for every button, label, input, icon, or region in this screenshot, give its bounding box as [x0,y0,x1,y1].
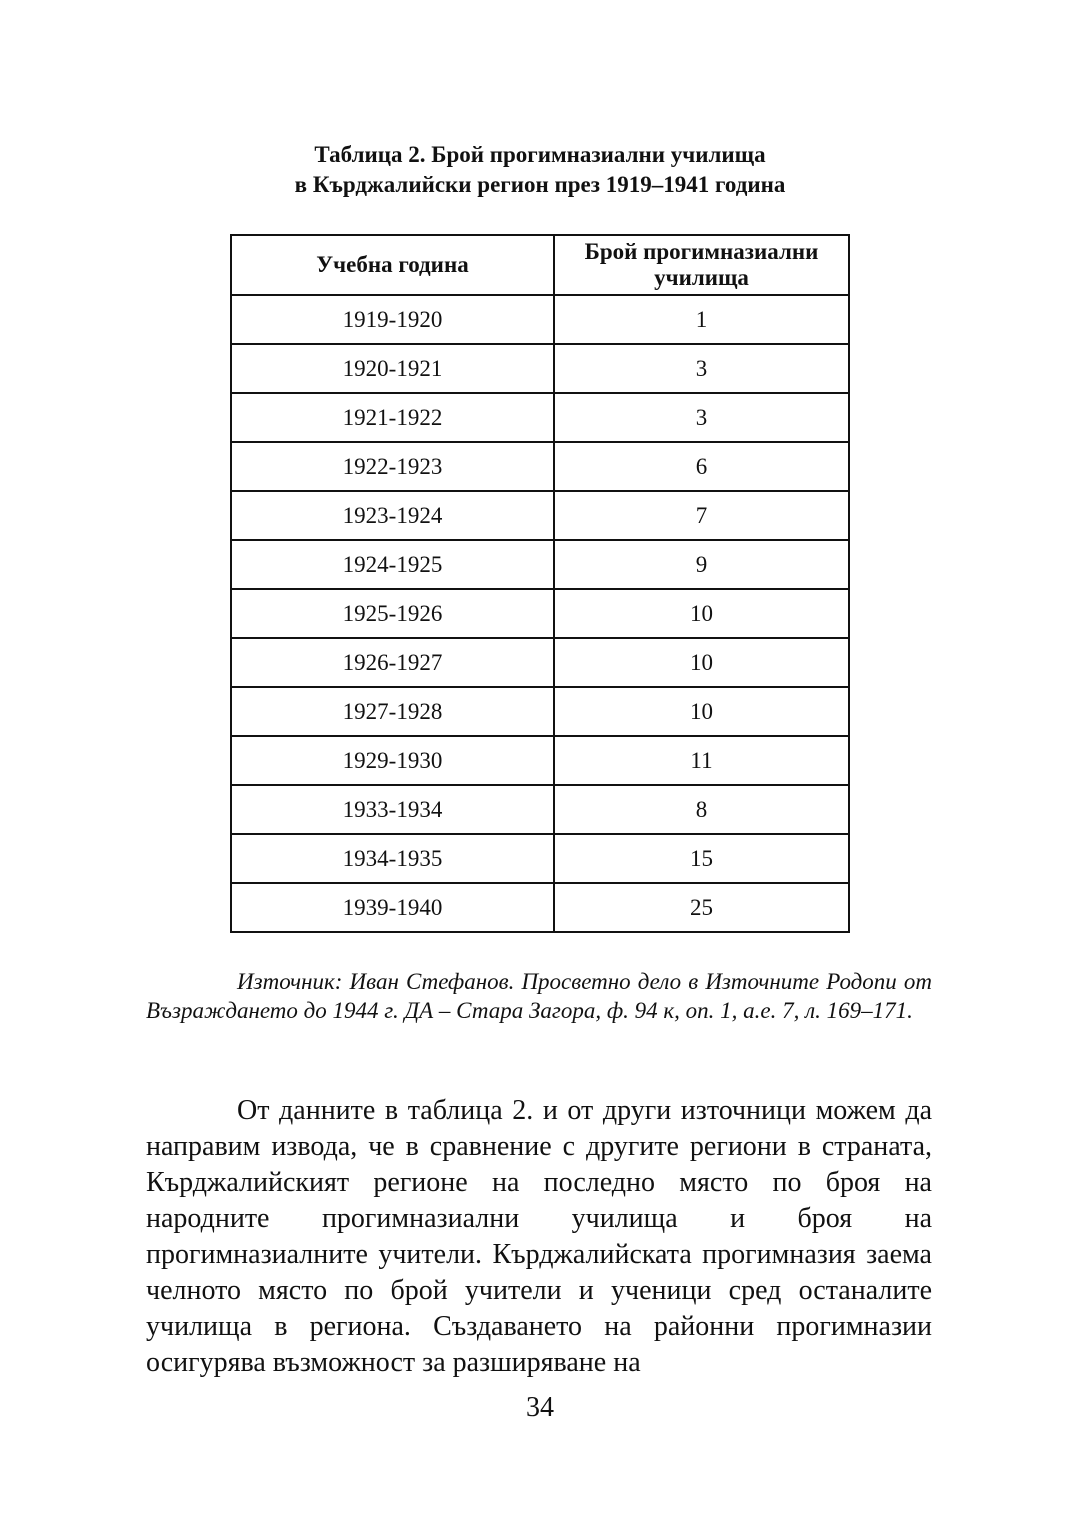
header-school-year: Учебна година [231,235,554,295]
cell-count: 25 [554,883,849,932]
cell-count: 10 [554,687,849,736]
table-caption [0,140,1080,200]
table-row [231,785,849,834]
cell-year: 1934-1935 [231,834,554,883]
cell-year: 1919-1920 [231,295,554,344]
cell-count: 3 [554,393,849,442]
table-row [231,736,849,785]
table-row [231,687,849,736]
cell-count: 15 [554,834,849,883]
cell-year: 1926-1927 [231,638,554,687]
table-row [231,638,849,687]
cell-year: 1933-1934 [231,785,554,834]
caption-line-1: Таблица 2. Брой прогимназиални училища [314,142,766,167]
cell-count: 8 [554,785,849,834]
cell-year: 1929-1930 [231,736,554,785]
body-paragraph: От данните в таблица 2. и от други източници можем да направим извода, че в сравнение с другите региони в страната, Кърджалийският регионе на последно място по броя на народните прогимназиални училища и броя на прогимназиалните учители. Кърджалийската прогимназия заема челното място по брой учители и ученици сред останалите училища в региона. Създаването на районни прогимназии осигурява възможност за разширяване на [146,1095,932,1378]
cell-year: 1921-1922 [231,393,554,442]
cell-year: 1925-1926 [231,589,554,638]
table-row [231,491,849,540]
table-row [231,834,849,883]
table-row [231,540,849,589]
cell-count: 7 [554,491,849,540]
table-header-row [231,235,849,295]
page-number: 34 [526,1392,554,1423]
cell-count: 10 [554,638,849,687]
cell-count: 3 [554,344,849,393]
cell-year: 1927-1928 [231,687,554,736]
cell-year: 1922-1923 [231,442,554,491]
cell-count: 9 [554,540,849,589]
table-row [231,295,849,344]
caption-line-2: в Кърджалийски регион през 1919–1941 година [294,172,786,197]
header-school-count: Брой прогимназиални училища [554,235,849,295]
source-note: Източник: Иван Стефанов. Просветно дело в Източните Родопи от Възраждането до 1944 г. ДА – Стара Загора, ф. 94 к, оп. 1, а.е. 7, л. 169–171. [146,969,932,1023]
cell-year: 1920-1921 [231,344,554,393]
cell-year: 1923-1924 [231,491,554,540]
cell-count: 11 [554,736,849,785]
table-row [231,344,849,393]
table-row [231,883,849,932]
cell-year: 1924-1925 [231,540,554,589]
cell-year: 1939-1940 [231,883,554,932]
cell-count: 1 [554,295,849,344]
table-row [231,393,849,442]
schools-table [230,234,850,933]
cell-count: 6 [554,442,849,491]
cell-count: 10 [554,589,849,638]
table-row [231,442,849,491]
table-row [231,589,849,638]
